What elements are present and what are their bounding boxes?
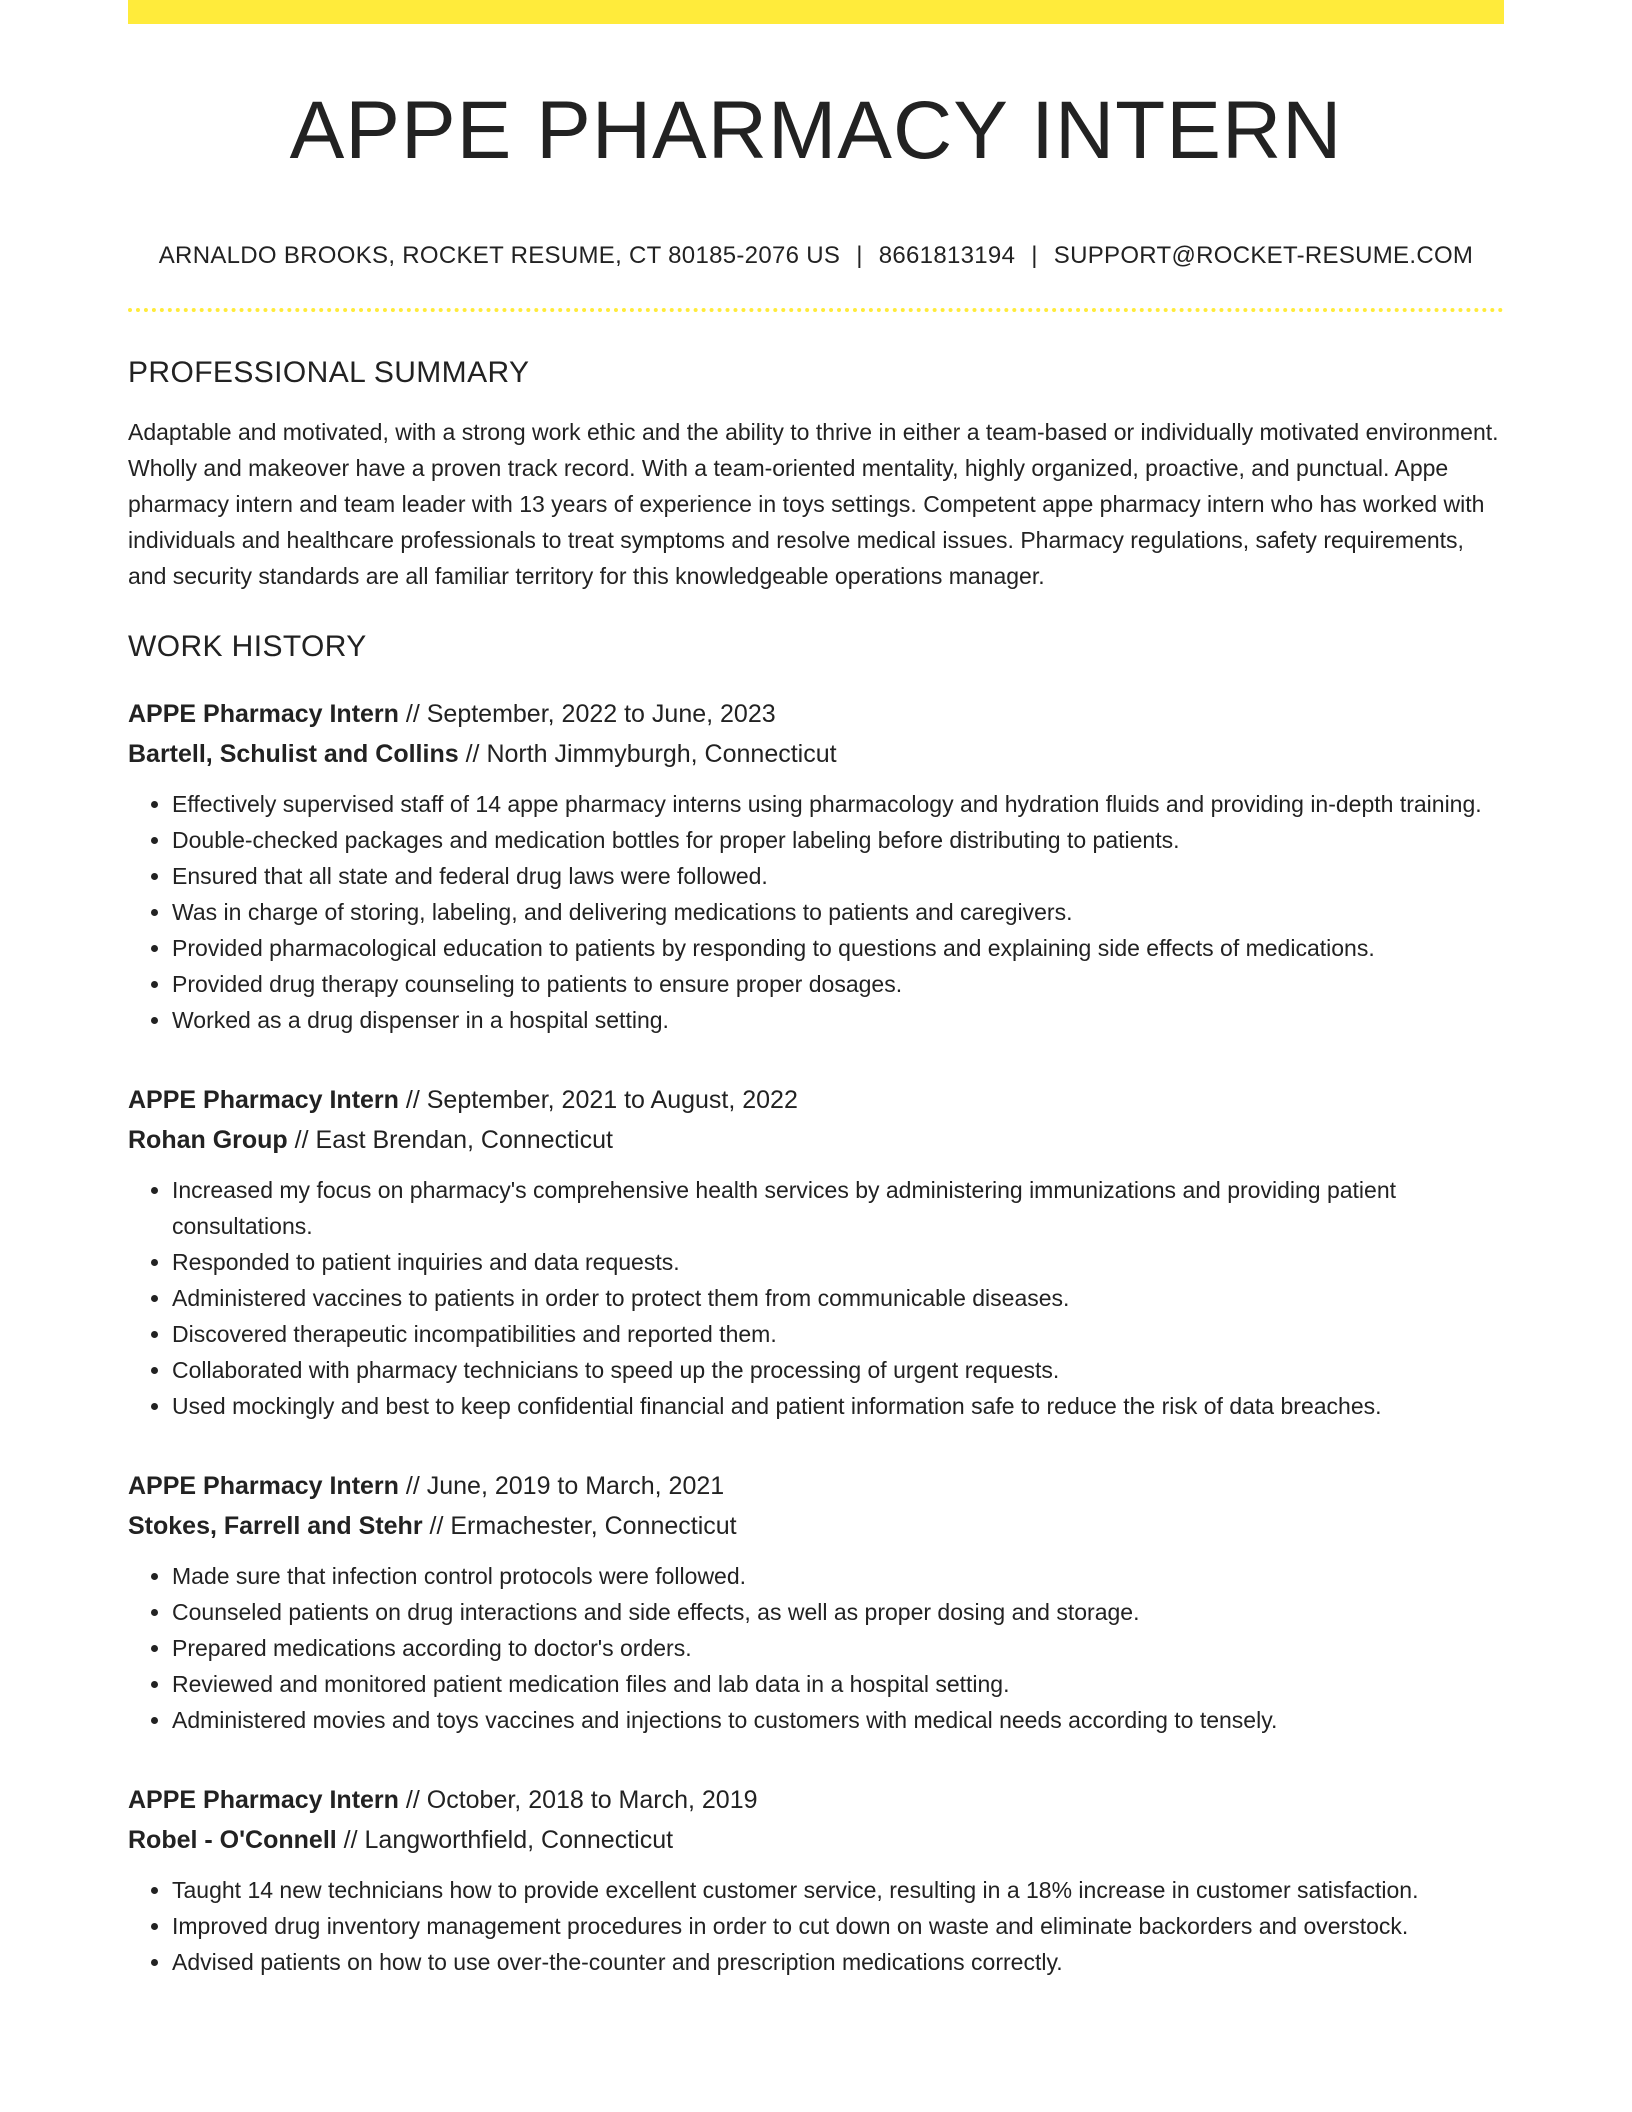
resume-page (128, 0, 1504, 1980)
job-bullet-item: • Made sure that infection control protocols were followed. (172, 1558, 1504, 1594)
job-bullets (128, 1172, 1504, 1424)
summary-text: Adaptable and motivated, with a strong work ethic and the ability to thrive in either a team-based or individually motivated environment. Wholly and makeover have a proven track record. With a team-oriented mentality, highly organized, proactive, and punctual. Appe pharmacy intern and team leader with 13 years of experience in toys settings. Competent appe pharmacy intern who has worked with individuals and healthcare professionals to treat symptoms and resolve medical issues. Pharmacy regulations, safety requirements, and security standards are all familiar territory for this knowledgeable operations manager. (128, 419, 1499, 590)
job-bullet-item: • Taught 14 new technicians how to provide excellent customer service, resulting in a 18% increase in customer satisfaction. (172, 1872, 1504, 1908)
job-separator: // (465, 740, 480, 769)
job-bullet-item: • Administered movies and toys vaccines and injections to customers with medical needs according to tensely. (172, 1702, 1504, 1738)
job-dates: September, 2021 to August, 2022 (426, 1086, 798, 1115)
job-entry (128, 1080, 1504, 1424)
job-company-line (128, 1820, 1504, 1860)
job-bullet-item: • Reviewed and monitored patient medication files and lab data in a hospital setting. (172, 1666, 1504, 1702)
job-bullet-item: • Provided pharmacological education to patients by responding to questions and explaining side effects of medications. (172, 930, 1504, 966)
job-bullet-item: • Used mockingly and best to keep confidential financial and patient information safe to reduce the risk of data breaches. (172, 1388, 1504, 1424)
job-bullet-item: • Collaborated with pharmacy technicians to speed up the processing of urgent requests. (172, 1352, 1504, 1388)
job-bullet-item: • Counseled patients on drug interactions and side effects, as well as proper dosing and storage. (172, 1594, 1504, 1630)
contact-separator: | (856, 242, 863, 270)
job-title-line (128, 1466, 1504, 1506)
job-location: North Jimmyburgh, Connecticut (486, 740, 837, 769)
top-accent-bar (128, 0, 1504, 24)
job-company-line (128, 1506, 1504, 1546)
job-dates: September, 2022 to June, 2023 (426, 700, 776, 729)
job-separator: // (405, 1472, 420, 1501)
job-bullet-item: • Effectively supervised staff of 14 appe pharmacy interns using pharmacology and hydration fluids and providing in-depth training. (172, 786, 1504, 822)
page-title: APPE PHARMACY INTERN (289, 85, 1343, 176)
job-entry (128, 694, 1504, 1038)
job-title-line (128, 1780, 1504, 1820)
contact-email: SUPPORT@ROCKET-RESUME.COM (1053, 242, 1474, 270)
job-separator: // (405, 700, 420, 729)
work-history-list (128, 694, 1504, 1980)
job-title-line (128, 694, 1504, 734)
contact-phone: 8661813194 (878, 242, 1016, 270)
job-company: Robel - O'Connell (128, 1826, 337, 1855)
job-dates: June, 2019 to March, 2021 (426, 1472, 725, 1501)
job-company: Stokes, Farrell and Stehr (128, 1512, 423, 1541)
job-bullet-item: • Discovered therapeutic incompatibilities and reported them. (172, 1316, 1504, 1352)
summary-heading: PROFESSIONAL SUMMARY (128, 356, 530, 390)
contact-info (128, 242, 1504, 270)
job-bullet-item: • Improved drug inventory management procedures in order to cut down on waste and eliminate backorders and overstock. (172, 1908, 1504, 1944)
job-bullet-item: • Ensured that all state and federal drug laws were followed. (172, 858, 1504, 894)
job-bullet-item: • Was in charge of storing, labeling, and delivering medications to patients and caregivers. (172, 894, 1504, 930)
job-location: Ermachester, Connecticut (450, 1512, 737, 1541)
job-title: APPE Pharmacy Intern (128, 1786, 399, 1815)
job-separator: // (405, 1086, 420, 1115)
job-separator: // (294, 1126, 309, 1155)
job-company: Bartell, Schulist and Collins (128, 740, 459, 769)
job-bullet-item: • Provided drug therapy counseling to patients to ensure proper dosages. (172, 966, 1504, 1002)
job-company-line (128, 1120, 1504, 1160)
job-title: APPE Pharmacy Intern (128, 1086, 399, 1115)
job-bullet-item: • Double-checked packages and medication bottles for proper labeling before distributing to patients. (172, 822, 1504, 858)
job-bullet-item: • Worked as a drug dispenser in a hospital setting. (172, 1002, 1504, 1038)
work-history-heading: WORK HISTORY (128, 630, 367, 664)
contact-separator: | (1031, 242, 1038, 270)
job-company: Rohan Group (128, 1126, 288, 1155)
contact-address: ARNALDO BROOKS, ROCKET RESUME, CT 80185-2076 US (158, 242, 841, 270)
job-entry (128, 1466, 1504, 1738)
job-bullet-item: • Advised patients on how to use over-the-counter and prescription medications correctly. (172, 1944, 1504, 1980)
job-separator: // (405, 1786, 420, 1815)
job-bullets (128, 1558, 1504, 1738)
header-divider (128, 308, 1504, 312)
job-location: Langworthfield, Connecticut (364, 1826, 674, 1855)
job-bullet-item: • Increased my focus on pharmacy's comprehensive health services by administering immunizations and providing patient consultations. (172, 1172, 1504, 1244)
job-bullet-item: • Administered vaccines to patients in order to protect them from communicable diseases. (172, 1280, 1504, 1316)
job-location: East Brendan, Connecticut (315, 1126, 613, 1155)
job-title: APPE Pharmacy Intern (128, 700, 399, 729)
job-bullet-item: • Responded to patient inquiries and data requests. (172, 1244, 1504, 1280)
job-dates: October, 2018 to March, 2019 (426, 1786, 758, 1815)
job-title-line (128, 1080, 1504, 1120)
job-bullets (128, 786, 1504, 1038)
job-company-line (128, 734, 1504, 774)
job-bullet-item: • Prepared medications according to doctor's orders. (172, 1630, 1504, 1666)
job-title: APPE Pharmacy Intern (128, 1472, 399, 1501)
job-entry (128, 1780, 1504, 1980)
job-separator: // (429, 1512, 444, 1541)
job-bullets (128, 1872, 1504, 1980)
job-separator: // (343, 1826, 358, 1855)
